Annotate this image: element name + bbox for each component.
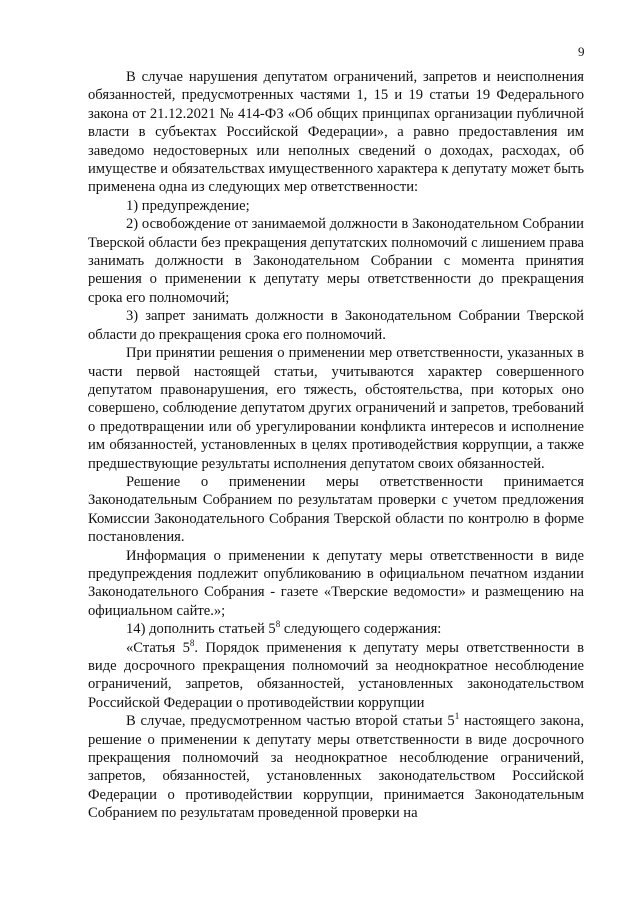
- document-body: [88, 68, 584, 823]
- article-title: «Статья $5^8$. Порядок применения к депутату меры ответственности в виде досрочного прекращения полномочий за неоднократное несоблюдение ограничений, запретов, обязанностей, установленных законодательством Российской Федерации о противодействии коррупции: [88, 637, 584, 711]
- paragraph-liability-measures: В случае нарушения депутатом ограничений, запретов и неисполнения обязанностей, предусмотренных частями 1, 15 и 19 статьи 19 Федерального закона от 21.12.2021 № 414-ФЗ «Об общих принципах организации публичной власти в субъектах Российской Федерации», а равно предоставления им заведомо недостоверных или неполных сведений о доходах, расходах, об имуществе и обязательствах имущественного характера к депутату может быть применена одна из следующих мер ответственности:: [88, 69, 584, 196]
- paragraph-early-termination: В случае, предусмотренном частью второй статьи $5^1$ настоящего закона, решение о применении к депутату меры ответственности в виде досрочного прекращения полномочий за неоднократное несоблюдение ограничений, запретов, обязанностей, установленных законодательством Российской Федерации о противодействии коррупции, принимается Законодательным Собранием по результатам проведенной проверки на: [88, 711, 584, 822]
- list-item-prohibition: 3) запрет занимать должности в Законодательном Собрании Тверской области до прекращения срока его полномочий.: [88, 308, 584, 343]
- list-item-warning: 1) предупреждение;: [126, 197, 250, 214]
- paragraph-decision-criteria: При принятии решения о применении мер ответственности, указанных в части первой настоящей статьи, учитываются характер совершенного депутатом правонарушения, его тяжесть, обстоятельства, при которых оно совершено, соблюдение депутатом других ограничений и запретов, требований о предотвращении или об урегулировании конфликта интересов и исполнение им обязанностей, установленных в целях противодействия коррупции, а также предшествующие результаты исполнения депутатом своих обязанностей.: [88, 345, 584, 472]
- paragraph-decision-procedure: Решение о применении меры ответственности принимается Законодательным Собранием по результатам проверки с учетом предложения Комиссии Законодательного Собрания Тверской области по контролю в форме постановления.: [88, 473, 584, 546]
- list-item-release-from-position: 2) освобождение от занимаемой должности в Законодательном Собрании Тверской области без прекращения депутатских полномочий с лишением права занимать должности в Законодательном Собрании с момента принятия решения о применении к депутату меры ответственности до прекращения срока его полномочий;: [88, 216, 584, 306]
- page-number: 9: [578, 44, 585, 59]
- paragraph-amendment-14: 14) дополнить статьей $5^8$ следующего содержания:: [126, 619, 442, 638]
- paragraph-publication: Информация о применении к депутату меры ответственности в виде предупреждения подлежит опубликованию в официальном печатном издании Законодательного Собрания - газете «Тверские ведомости» и размещению на официальном сайте.»;: [88, 547, 584, 619]
